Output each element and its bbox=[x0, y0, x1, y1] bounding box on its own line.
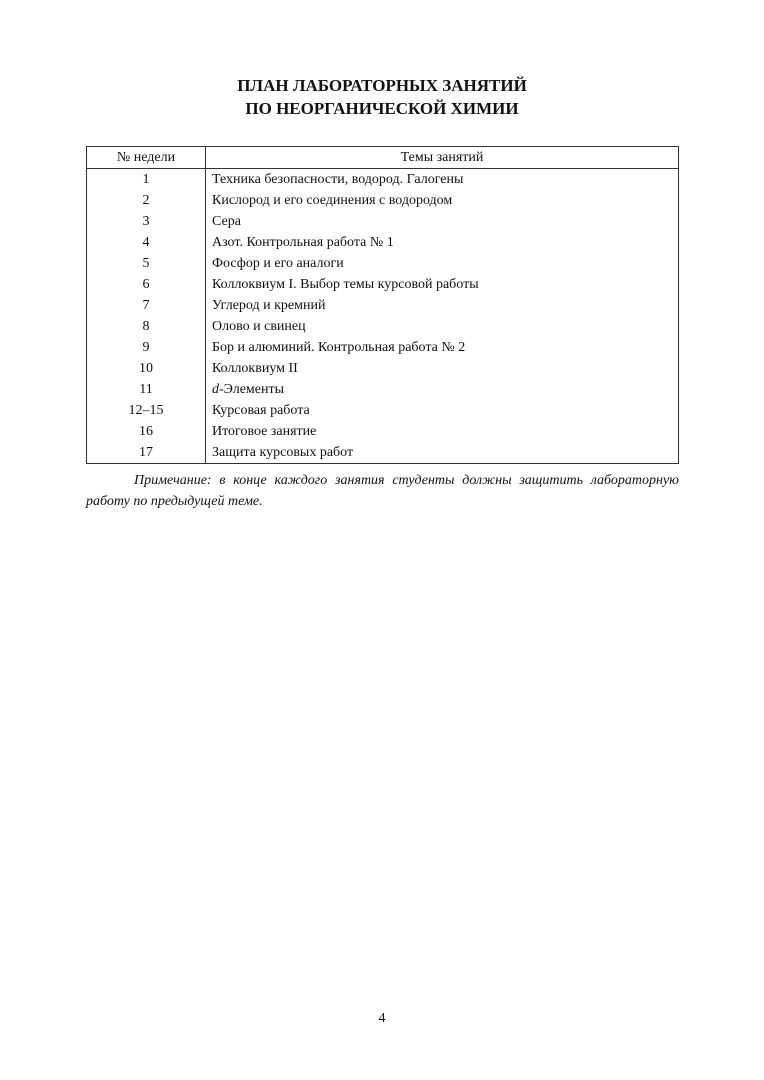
topic-cell: Азот. Контрольная работа № 1 bbox=[206, 232, 679, 253]
week-cell: 5 bbox=[87, 253, 206, 274]
topic-cell: Итоговое занятие bbox=[206, 421, 679, 442]
table-row bbox=[87, 442, 679, 464]
week-cell: 1 bbox=[87, 169, 206, 191]
topic-cell: Коллоквиум I. Выбор темы курсовой работы bbox=[206, 274, 679, 295]
table-row bbox=[87, 421, 679, 442]
week-cell: 11 bbox=[87, 379, 206, 400]
week-cell: 4 bbox=[87, 232, 206, 253]
week-cell: 9 bbox=[87, 337, 206, 358]
table-row bbox=[87, 274, 679, 295]
topic-cell: Защита курсовых работ bbox=[206, 442, 679, 464]
table-row bbox=[87, 358, 679, 379]
week-cell: 17 bbox=[87, 442, 206, 464]
table-row bbox=[87, 169, 679, 191]
table-note: Примечание: в конце каждого занятия студенты должны защитить лабораторную работу по предыдущей теме. bbox=[86, 473, 679, 509]
topic-text: -Элементы bbox=[219, 381, 285, 397]
title-line-2: ПО НЕОРГАНИЧЕСКОЙ ХИМИИ bbox=[245, 99, 519, 118]
topic-cell: Кислород и его соединения с водородом bbox=[206, 190, 679, 211]
week-cell: 7 bbox=[87, 295, 206, 316]
table-header-row bbox=[87, 147, 679, 169]
topic-cell: Фосфор и его аналоги bbox=[206, 253, 679, 274]
topic-cell: Техника безопасности, водород. Галогены bbox=[206, 169, 679, 191]
table-row bbox=[87, 253, 679, 274]
lab-schedule-table bbox=[86, 146, 679, 464]
topic-cell: Курсовая работа bbox=[206, 400, 679, 421]
topic-cell: Бор и алюминий. Контрольная работа № 2 bbox=[206, 337, 679, 358]
page-title bbox=[0, 74, 764, 120]
page-number: 4 bbox=[378, 1011, 386, 1026]
topic-cell: Олово и свинец bbox=[206, 316, 679, 337]
title-line-1: ПЛАН ЛАБОРАТОРНЫХ ЗАНЯТИЙ bbox=[237, 76, 527, 95]
table-row bbox=[87, 337, 679, 358]
header-week: № недели bbox=[87, 147, 206, 169]
table-row bbox=[87, 190, 679, 211]
topic-cell: Углерод и кремний bbox=[206, 295, 679, 316]
week-cell: 12–15 bbox=[87, 400, 206, 421]
topic-cell bbox=[206, 379, 679, 400]
week-cell: 10 bbox=[87, 358, 206, 379]
table-row bbox=[87, 232, 679, 253]
table-row bbox=[87, 379, 679, 400]
header-topic: Темы занятий bbox=[206, 147, 679, 169]
topic-italic-prefix: d bbox=[212, 381, 219, 397]
week-cell: 8 bbox=[87, 316, 206, 337]
topic-cell: Сера bbox=[206, 211, 679, 232]
week-cell: 2 bbox=[87, 190, 206, 211]
table-row bbox=[87, 400, 679, 421]
week-cell: 6 bbox=[87, 274, 206, 295]
table-row bbox=[87, 211, 679, 232]
week-cell: 16 bbox=[87, 421, 206, 442]
table-row bbox=[87, 295, 679, 316]
week-cell: 3 bbox=[87, 211, 206, 232]
topic-cell: Коллоквиум II bbox=[206, 358, 679, 379]
table-row bbox=[87, 316, 679, 337]
